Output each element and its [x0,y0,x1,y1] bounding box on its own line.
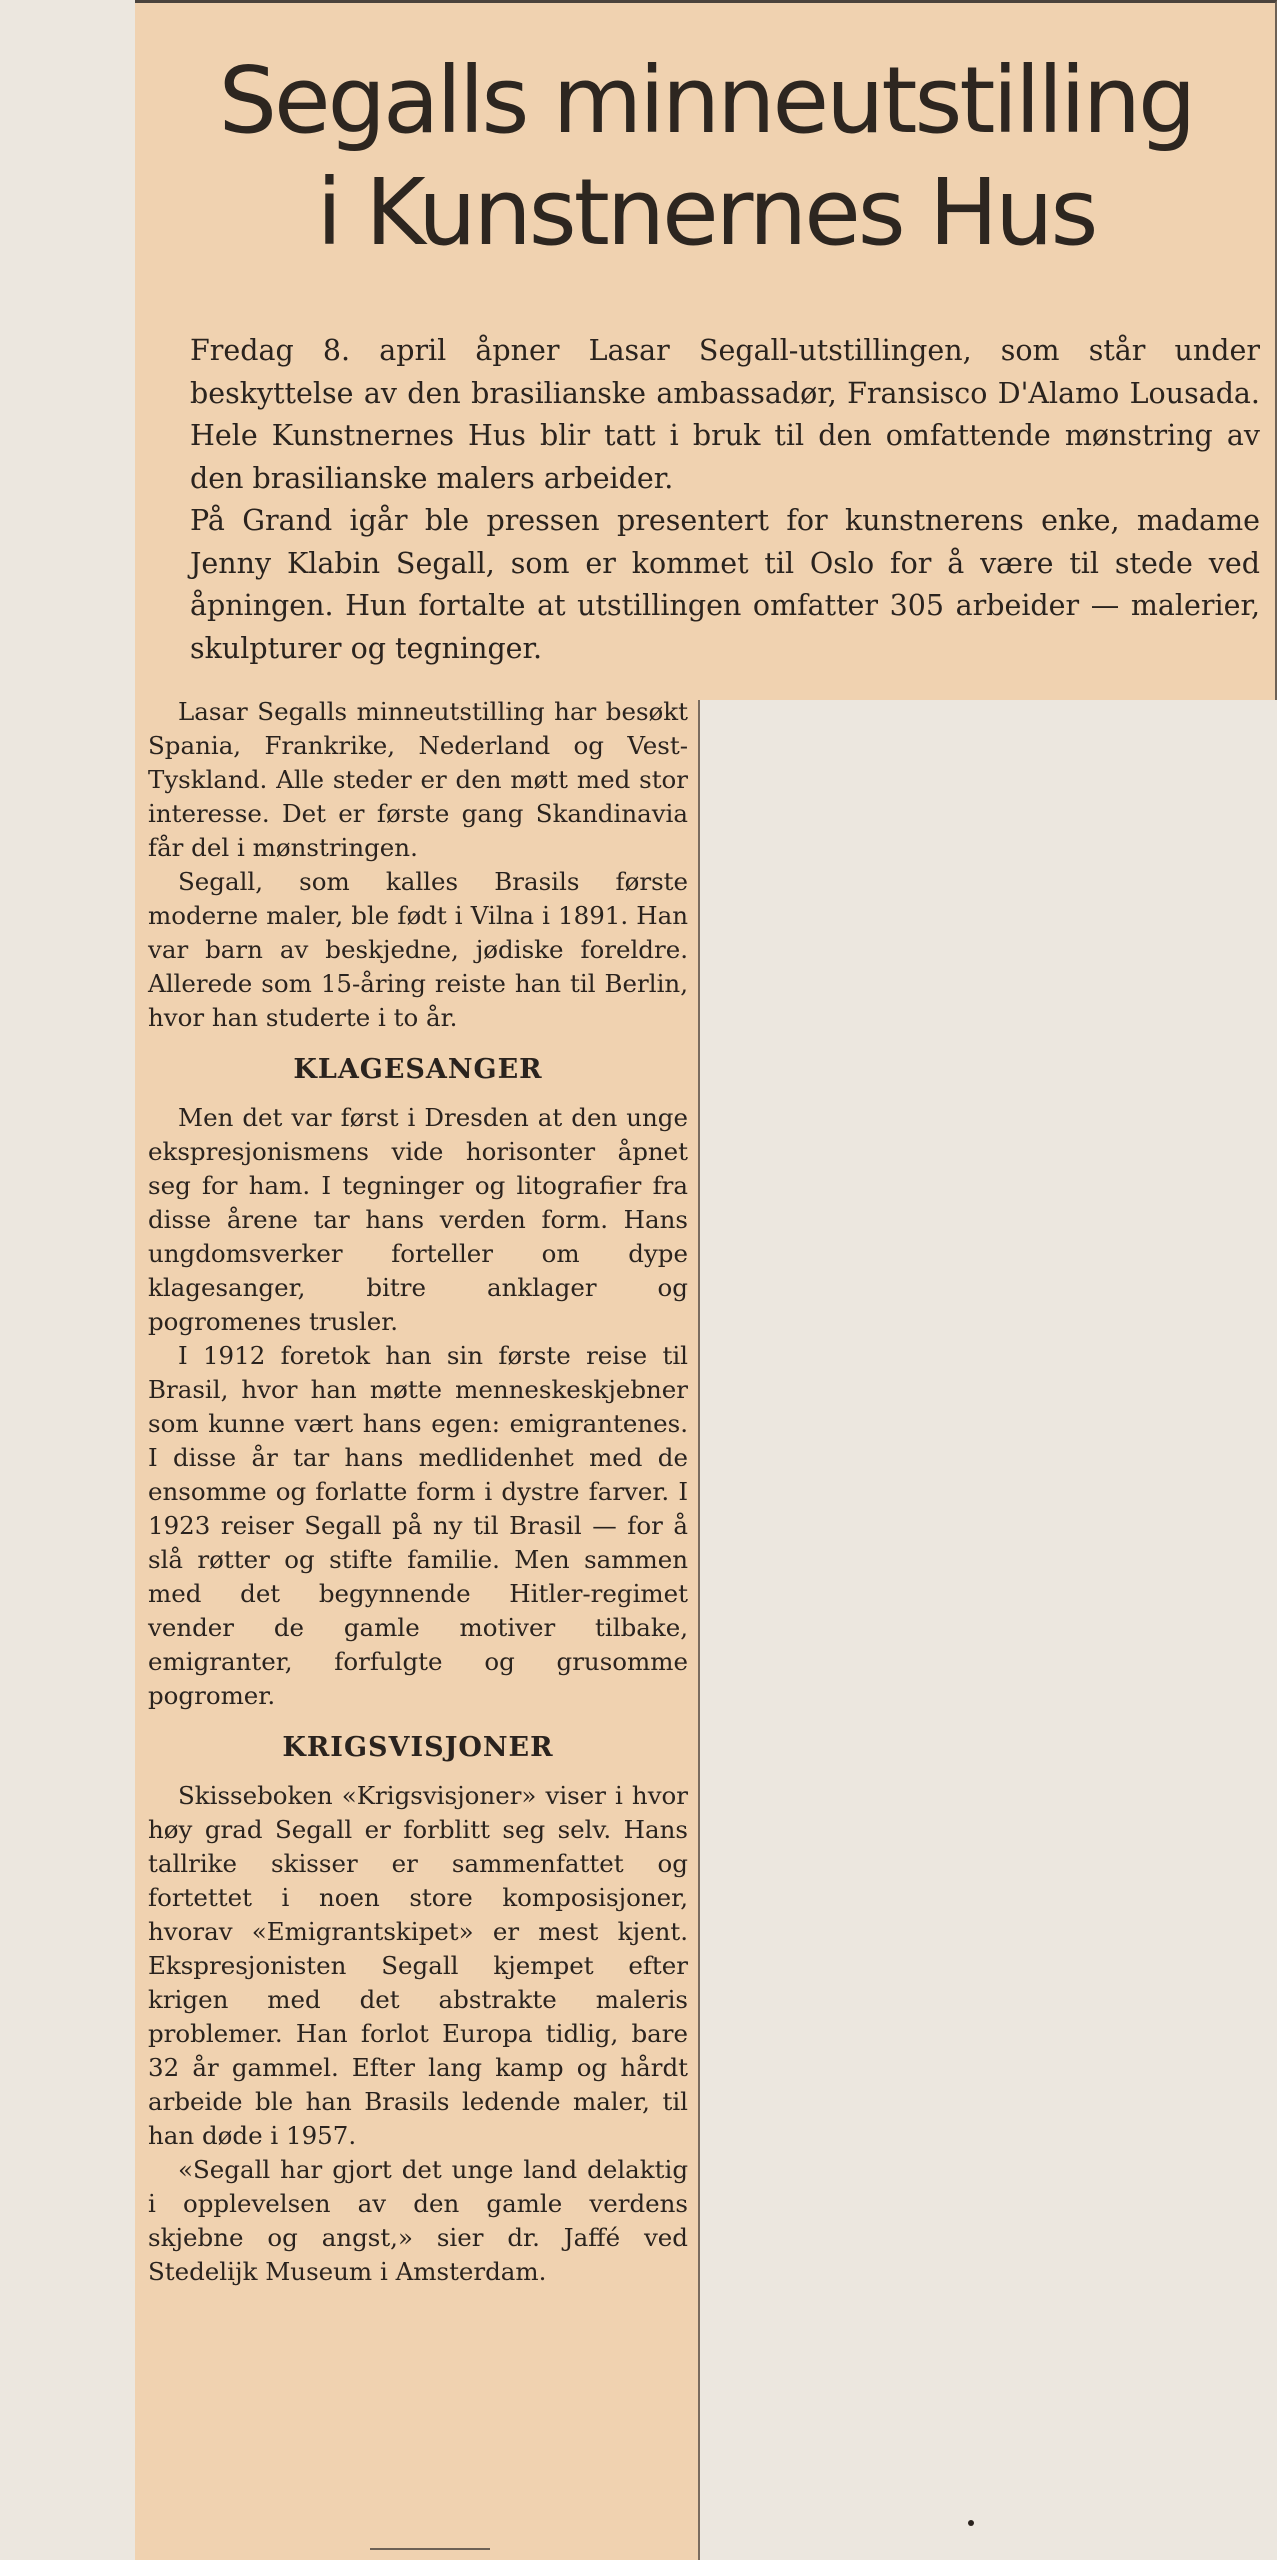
lead-paragraph-1: Fredag 8. april åpner Lasar Segall-utstillingen, som står under beskyttelse av den brasilianske ambassadør, Fransisco D'Alamo Lousada. Hele Kunstnernes Hus blir tatt i bruk til den omfattende mønstring av den brasilianske malers arbeider. [190,334,1260,495]
subheading-klagesanger: KLAGESANGER [293,1054,543,1085]
subheading-krigsvisjoner: KRIGSVISJONER [282,1732,554,1763]
paper-speck [968,2520,974,2526]
lead-paragraphs [190,330,1260,670]
end-rule [370,2548,490,2550]
body-paragraph-2: Segall, som kalles Brasils første moderne maler, ble født i Vilna i 1891. Han var barn av beskjedne, jødiske foreldre. Allerede som 15-åring reiste han til Berlin, hvor han studerte i to år. [148,867,688,1032]
body-paragraph-6: «Segall har gjort det unge land delaktig i opplevelsen av den gamle verdens skjebne og angst,» sier dr. Jaffé ved Stedelijk Museum i Amsterdam. [148,2155,688,2286]
lead-paragraph-2: På Grand igår ble pressen presentert for kunstnerens enke, madame Jenny Klabin Segall, som er kommet til Oslo for å være til stede ved åpningen. Hun fortalte at utstillingen omfatter 305 arbeider — malerier, skulpturer og tegninger. [190,504,1260,665]
body-paragraph-5: Skisseboken «Krigsvisjoner» viser i hvor høy grad Segall er forblitt seg selv. Hans tallrike skisser er sammenfattet og fortettet i noen store komposisjoner, hvorav «Emigrantskipet» er mest kjent. Ekspresjonisten Segall kjempet efter krigen med det abstrakte maleris problemer. Han forlot Europa tidlig, bare 32 år gammel. Efter lang kamp og hårdt arbeide ble han Brasils ledende maler, til han døde i 1957. [148,1781,688,2150]
article-body-column [148,695,688,2289]
body-paragraph-4: I 1912 foretok han sin første reise til Brasil, hvor han møtte menneskeskjebner som kunne vært hans egen: emigrantenes. I disse år tar hans medlidenhet med de ensomme og forlatte form i dystre farver. I 1923 reiser Segall på ny til Brasil — for å slå røtter og stifte familie. Men sammen med det begynnende Hitler-regimet vender de gamle motiver tilbake, emigranter, forfulgte og grusomme pogromer. [148,1341,688,1710]
headline-line-2: i Kunstnernes Hus [316,159,1096,266]
headline-line-1: Segalls minneutstilling [218,47,1194,154]
body-paragraph-1: Lasar Segalls minneutstilling har besøkt Spania, Frankrike, Nederland og Vest-Tyskland. Alle steder er den møtt med stor interesse. Det er første gang Skandinavia får del i mønstringen. [148,697,688,862]
body-paragraph-3: Men det var først i Dresden at den unge ekspresjonismens vide horisonter åpnet seg for ham. I tegninger og litografier fra disse årene tar hans verden form. Hans ungdomsverker forteller om dype klagesanger, bitre anklager og pogromenes trusler. [148,1103,688,1336]
